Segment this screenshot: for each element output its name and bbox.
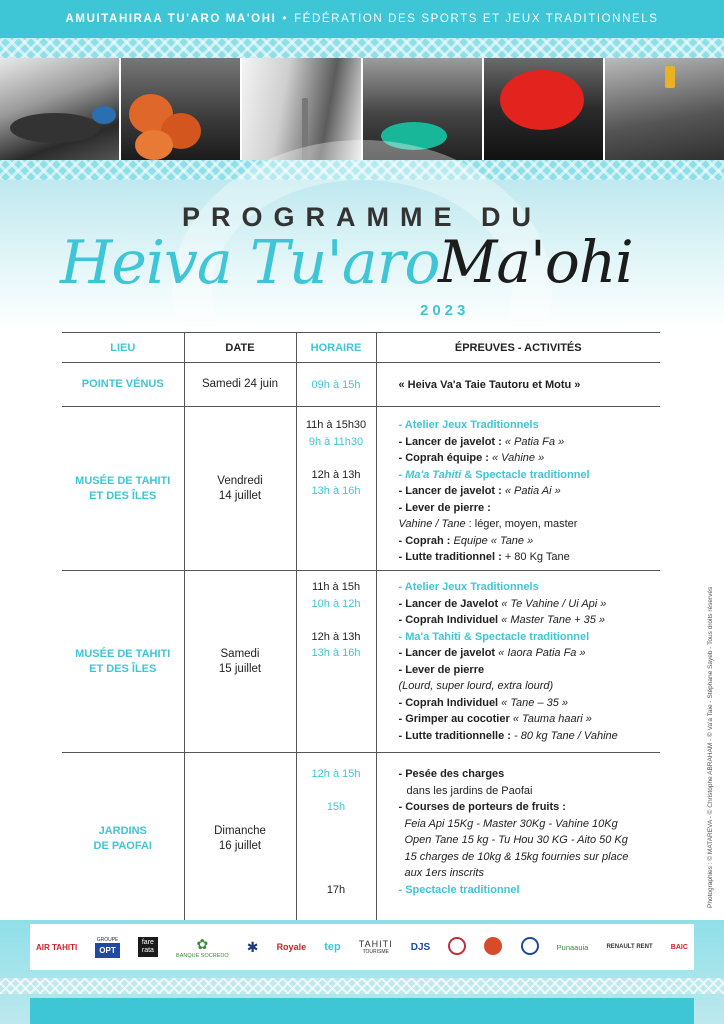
date-line: 16 juillet	[218, 839, 262, 852]
horaire-cell	[296, 753, 376, 925]
fare-line: fare	[141, 939, 154, 946]
lieu-line: ET DES ÎLES	[89, 489, 157, 502]
activity-line	[399, 549, 661, 566]
punaauia-logo: Punaauia	[556, 942, 589, 952]
horaire-line: 12h à 15h	[311, 768, 361, 780]
photo-credit	[700, 578, 720, 908]
header-separator: •	[282, 13, 289, 25]
activity-label: - Coprah :	[398, 534, 454, 547]
activity-line	[399, 596, 661, 613]
date-cell	[184, 407, 296, 571]
baic-logo: BAIC	[670, 943, 688, 951]
lieu-cell: POINTE VÉNUS	[62, 363, 184, 407]
horaire-line: 17h	[326, 883, 346, 896]
lieu-line: DE PAOFAI	[93, 839, 152, 852]
activity-label: - Ma'a Tahiti	[398, 468, 462, 481]
socredo-label: BANQUE SOCREDO	[176, 952, 229, 959]
table-row	[62, 407, 660, 571]
horaire-line: 10h à 12h	[311, 597, 361, 610]
activity-label: - Coprah Individuel	[398, 614, 502, 626]
spacer	[297, 816, 376, 849]
seal-icon	[484, 937, 502, 955]
tep-logo: tep	[324, 941, 341, 953]
date-line: Dimanche	[214, 824, 266, 837]
horaire-line: 15h	[326, 801, 346, 813]
fare-rata-logo	[138, 937, 158, 957]
table-header-row	[62, 333, 660, 363]
photo-credit-text: Photographies : © MATAREVA - © Christophe ABRAHAM - © Va'a Taie - Stéphane Sayeb - Tous droits réservés	[707, 586, 714, 908]
activity-line: - Atelier Jeux Traditionnels	[398, 581, 539, 593]
tahiti-label: TAHITI	[358, 939, 393, 949]
activity-detail: « Iaora Patia Fa »	[498, 647, 586, 659]
activity-line	[399, 434, 661, 451]
activity-detail: « Patia Ai »	[504, 485, 561, 497]
seal-icon	[448, 937, 466, 955]
activity-line	[399, 695, 661, 712]
horaire-cell	[296, 571, 376, 753]
pattern-strip-footer	[0, 978, 724, 994]
activity-line	[399, 612, 661, 629]
event-year: 2023	[420, 302, 470, 319]
activity-line: - Courses de porteurs de fruits :	[398, 801, 566, 813]
photo-vaa	[0, 58, 121, 160]
event-name-black: Ma'ohi	[438, 228, 633, 296]
date-line: 15 juillet	[218, 662, 262, 675]
horaire-cell: 09h à 15h	[296, 363, 376, 407]
date-line: 14 juillet	[218, 489, 262, 502]
star-logo	[247, 939, 259, 956]
date-line: Samedi	[220, 647, 260, 660]
activity-line	[399, 728, 661, 745]
opt-group-label: GROUPE	[96, 936, 119, 943]
activity-line	[399, 516, 661, 533]
table-row	[62, 363, 660, 407]
activity-label: - Lancer de javelot :	[398, 435, 505, 448]
activity-label: - Lancer de javelot	[398, 647, 499, 659]
activity-line: (Lourd, super lourd, extra lourd)	[398, 680, 554, 692]
activity-line: - Pesée des charges	[398, 768, 505, 780]
horaire-line: 12h à 13h	[311, 468, 361, 481]
activity-detail: « Master Tane + 35 »	[501, 614, 606, 626]
opt-mark: OPT	[95, 943, 119, 958]
activity-line: dans les jardins de Paofai	[406, 784, 533, 797]
spacer	[297, 612, 376, 629]
activity-detail: « Tauma haari »	[512, 713, 592, 725]
activity-line: Feia Api 15Kg - Master 30Kg - Vahine 10Kg	[404, 817, 618, 830]
activity-line: - Spectacle traditionnel	[398, 883, 520, 896]
activity-line: - Lever de pierre :	[398, 501, 491, 514]
activite-cell	[376, 571, 660, 753]
activity-line: 15 charges de 10kg & 15kg fournies sur place	[404, 850, 629, 863]
activity-detail: « Vahine »	[492, 452, 545, 464]
header-activites: ÉPREUVES - ACTIVITÉS	[376, 333, 660, 363]
date-cell: Samedi 24 juin	[184, 363, 296, 407]
lieu-line: ET DES ÎLES	[89, 662, 157, 675]
activite-cell: « Heiva Va'a Taie Tautoru et Motu »	[376, 363, 660, 407]
seal-logo-2	[484, 937, 502, 957]
lieu-cell	[62, 571, 184, 753]
activite-cell	[376, 753, 660, 925]
activity-detail: Vahine / Tane	[398, 518, 466, 530]
seal-logo-3	[521, 937, 539, 957]
socredo-logo	[176, 936, 229, 959]
renault-rent-logo: RENAULT RENT	[606, 944, 653, 950]
activity-label: - Lutte traditionnelle :	[398, 729, 514, 742]
programme-table	[62, 332, 660, 925]
activity-line: - Ma'a Tahiti & Spectacle traditionnel	[398, 630, 590, 643]
horaire-cell	[296, 407, 376, 571]
header-lieu: LIEU	[62, 333, 184, 363]
djs-logo: DJS	[410, 941, 431, 953]
socredo-flower-icon: ✿	[196, 935, 209, 952]
activity-line	[399, 467, 661, 484]
lieu-cell	[62, 407, 184, 571]
activity-label: - Grimper au cocotier	[398, 713, 513, 725]
date-line: Vendredi	[217, 474, 263, 487]
tahiti-tourisme-logo	[359, 939, 393, 955]
activity-label: - Lancer de javelot :	[398, 485, 505, 497]
tourisme-label: TOURISME	[362, 949, 389, 955]
seal-icon	[521, 937, 539, 955]
seal-logo-1	[448, 937, 466, 957]
lieu-line: MUSÉE DE TAHITI	[75, 474, 171, 487]
activite-cell	[376, 407, 660, 571]
photo-javelin	[605, 58, 724, 160]
horaire-line: 9h à 11h30	[308, 435, 364, 448]
date-cell	[184, 753, 296, 925]
activity-label: - Lutte traditionnel :	[398, 551, 505, 563]
activity-line	[399, 483, 661, 500]
activity-detail: « Te Vahine / Ui Api »	[501, 597, 607, 610]
activity-label: - Coprah équipe :	[398, 452, 492, 464]
activity-detail: : léger, moyen, master	[465, 518, 578, 530]
air-tahiti-logo: AIR TAHITI	[36, 942, 78, 952]
photo-red-stone	[484, 58, 605, 160]
footer-strip	[30, 998, 694, 1024]
activity-detail: - 80 kg Tane / Vahine	[514, 729, 618, 742]
lieu-line: MUSÉE DE TAHITI	[75, 647, 171, 660]
header-band	[0, 0, 724, 38]
lieu-cell	[62, 753, 184, 925]
table-row	[62, 571, 660, 753]
activity-line	[399, 645, 661, 662]
federation-name: FÉDÉRATION DES SPORTS ET JEUX TRADITIONNELS	[294, 13, 659, 25]
spacer	[297, 849, 376, 882]
horaire-line: 11h à 15h	[311, 581, 361, 593]
activity-detail: « Tane – 35 »	[501, 696, 569, 709]
pattern-strip-top	[0, 38, 724, 58]
horaire-line: 12h à 13h	[311, 630, 361, 643]
header-text	[0, 13, 724, 25]
royale-logo: Royale	[276, 942, 307, 952]
lieu-line: JARDINS	[98, 824, 147, 837]
activity-line	[399, 450, 661, 467]
activity-detail: Equipe « Tane »	[453, 534, 534, 547]
activity-line	[399, 533, 661, 550]
activity-line: - Lever de pierre	[398, 663, 485, 676]
event-name-blue: Heiva Tu'aro	[60, 228, 440, 298]
header-horaire: HORAIRE	[296, 333, 376, 363]
activity-detail: « Patia Fa »	[504, 435, 565, 448]
activity-line: - Atelier Jeux Traditionnels	[398, 419, 539, 431]
table-row	[62, 753, 660, 925]
horaire-line: 13h à 16h	[311, 647, 361, 659]
activity-detail: & Spectacle traditionnel	[461, 468, 590, 481]
activity-line: aux 1ers inscrits	[404, 867, 484, 879]
star-icon: ✱	[246, 938, 259, 955]
date-cell	[184, 571, 296, 753]
org-name: AMUITAHIRAA TU'ARO MA'OHI	[65, 13, 277, 25]
spacer	[297, 450, 376, 467]
spacer	[297, 783, 376, 800]
activity-label: - Coprah Individuel	[398, 696, 502, 709]
activity-detail: + 80 Kg Tane	[504, 551, 570, 563]
horaire-line: 13h à 16h	[311, 485, 361, 497]
rata-line: rata	[141, 947, 154, 954]
header-date: DATE	[184, 333, 296, 363]
opt-logo	[95, 937, 119, 958]
horaire-line: 11h à 15h30	[305, 419, 367, 431]
activity-line	[399, 711, 661, 728]
sponsor-logos	[30, 924, 694, 970]
activity-label: - Lancer de Javelot	[398, 597, 502, 610]
photo-coconuts	[121, 58, 242, 160]
programme-title: PROGRAMME DU	[182, 202, 542, 232]
activity-line: Open Tane 15 kg - Tu Hou 30 KG - Aito 50 Kg	[404, 834, 628, 846]
